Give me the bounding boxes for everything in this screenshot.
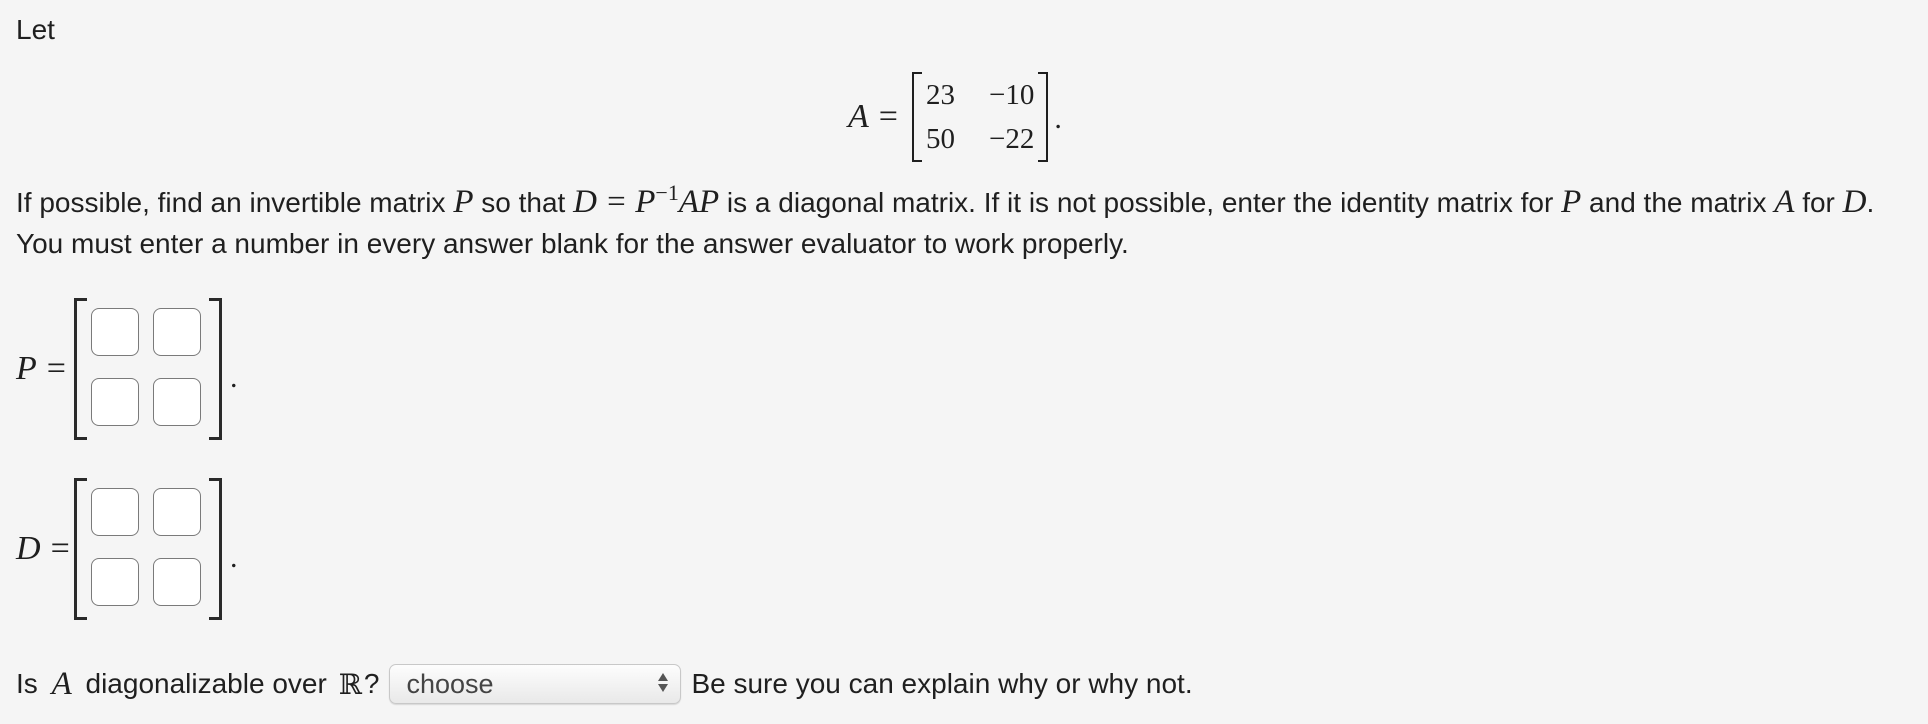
reals-symbol: ℝ [338, 667, 362, 701]
question-hint: Be sure you can explain why or why not. [691, 668, 1193, 699]
math-symbol: P [453, 184, 474, 220]
answer-d-symbol: D [16, 530, 41, 567]
left-bracket [74, 298, 87, 440]
matrix-a-equation [848, 72, 1062, 162]
math-symbol: D [573, 184, 597, 220]
right-bracket [1038, 72, 1048, 162]
instructions-text: for [1794, 187, 1843, 218]
answer-p-cell-1-1[interactable] [91, 308, 139, 356]
math-symbol: AP [678, 184, 720, 220]
math-symbol: P [635, 184, 656, 220]
math-symbol: A [51, 665, 72, 702]
answer-p-grid [87, 308, 209, 430]
matrix-a-label: A [848, 98, 869, 135]
diagonalizable-select[interactable] [389, 664, 681, 704]
intro-text: Let [16, 14, 55, 45]
matrix-a-entries [922, 76, 1038, 158]
answer-p-symbol: P [16, 350, 37, 387]
answer-d-cell-1-2[interactable] [153, 488, 201, 536]
instructions-paragraph [16, 182, 1916, 264]
math-symbol: A [1774, 184, 1795, 220]
answer-d-period: . [230, 541, 238, 574]
select-value: choose [406, 668, 494, 699]
answer-p-row [16, 298, 238, 440]
answer-d-cell-2-1[interactable] [91, 558, 139, 606]
matrix-a-entry: −10 [988, 79, 1035, 111]
answer-p-cell-2-1[interactable] [91, 378, 139, 426]
matrix-a-entry: 50 [925, 123, 955, 155]
matrix-a-entry: 23 [925, 79, 955, 111]
instructions-text: is a diagonal matrix. If it is not possible, enter the identity matrix for [719, 187, 1562, 218]
answer-p-label [16, 350, 74, 388]
question-text: Is [16, 668, 46, 699]
answer-d-cell-2-2[interactable] [153, 558, 201, 606]
answer-p-cell-1-2[interactable] [153, 308, 201, 356]
math-symbol: P [1561, 184, 1582, 220]
instructions-text: If possible, find an invertible matrix [16, 187, 454, 218]
equals-sign: = [878, 98, 898, 135]
diagonalizable-question [16, 662, 1193, 706]
arrow-up-icon [658, 673, 668, 681]
math-superscript: −1 [655, 180, 679, 205]
math-symbol: D [1842, 184, 1867, 220]
answer-d-cell-1-1[interactable] [91, 488, 139, 536]
instructions-text: . You must enter a number in every answer blank for the answer evaluator to work properly. [16, 187, 1875, 259]
answer-p-period: . [230, 361, 238, 394]
right-bracket [209, 298, 222, 440]
matrix-a-entry: −22 [988, 123, 1035, 155]
equals-sign: = [50, 530, 70, 567]
instructions-text: and the matrix [1581, 187, 1775, 218]
left-bracket [74, 478, 87, 620]
arrow-down-icon [658, 684, 668, 692]
instructions-text: so that [473, 187, 574, 218]
select-arrows-icon [658, 673, 668, 692]
answer-d-label [16, 530, 74, 568]
answer-p-cell-2-2[interactable] [153, 378, 201, 426]
left-bracket [912, 72, 922, 162]
equals-sign: = [46, 350, 66, 387]
question-text: diagonalizable over [77, 668, 335, 699]
math-symbol: = [604, 184, 628, 220]
answer-d-row [16, 478, 238, 620]
right-bracket [209, 478, 222, 620]
answer-d-grid [87, 488, 209, 610]
matrix-a-period: . [1054, 102, 1062, 135]
question-mark: ? [363, 668, 380, 699]
